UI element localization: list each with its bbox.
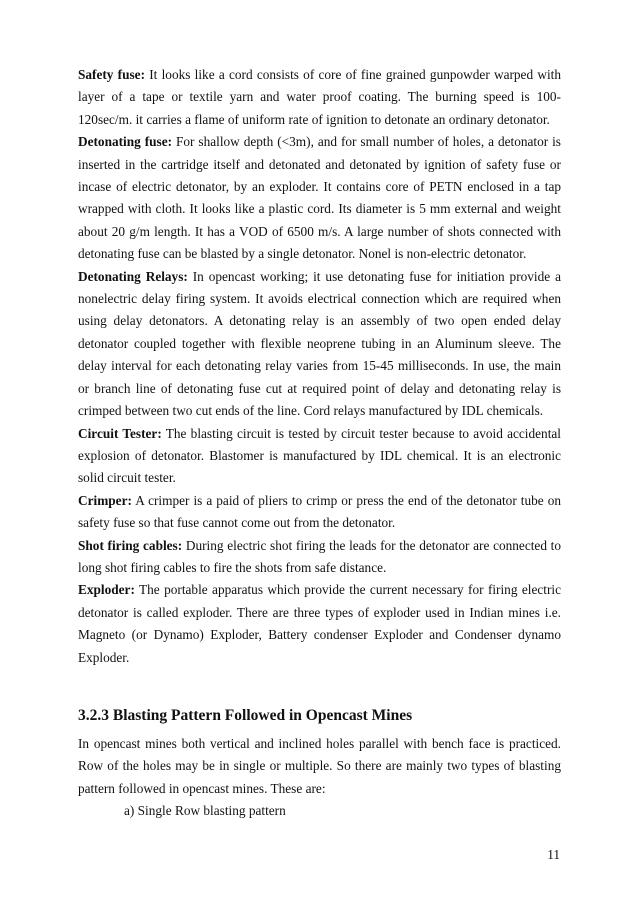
definition-crimper <box>78 490 561 535</box>
term-description: For shallow depth (<3m), and for small number of holes, a detonator is inserted in the cartridge itself and detonated and detonated by ignition of safety fuse or incase of electric detonator, by an exploder. It contains core of PETN enclosed in a tap wrapped with cloth. It looks like a plastic cord. Its diameter is 5 mm external and weight about 20 g/m length. It has a VOD of 6500 m/s. A large number of shots connected with detonating fuse can be blasted by a single detonator. Nonel is non-electric detonator. <box>78 134 561 262</box>
term-description: A crimper is a paid of pliers to crimp or press the end of the detonator tube on safety fuse so that fuse cannot come out from the detonator. <box>78 492 561 531</box>
term-label: Detonating fuse: <box>78 134 173 150</box>
definition-exploder <box>78 579 561 669</box>
definition-safety-fuse <box>78 64 561 131</box>
list-item: a) Single Row blasting pattern <box>124 803 286 819</box>
section-heading: 3.2.3 Blasting Pattern Followed in Opencast Mines <box>78 706 413 724</box>
term-label: Shot firing cables: <box>78 537 183 553</box>
term-description: The portable apparatus which provide the current necessary for firing electric detonator is called exploder. There are three types of exploder used in Indian mines i.e. Magneto (or Dynamo) Exploder, Battery condenser Exploder and Condenser dynamo Exploder. <box>78 582 561 665</box>
term-description: During electric shot firing the leads for the detonator are connected to long shot firing cables to fire the shots from safe distance. <box>78 537 562 575</box>
term-label: Safety fuse: <box>78 67 146 82</box>
term-description: The blasting circuit is tested by circuit tester because to avoid accidental explosion of detonator. Blastomer is manufactured by IDL chemical. It is an electronic solid circuit tester. <box>78 425 561 486</box>
definition-detonating-fuse <box>78 131 561 265</box>
document-page <box>78 64 561 823</box>
term-label: Detonating Relays: <box>78 268 188 284</box>
section-body: In opencast mines both vertical and inclined holes parallel with bench face is practiced. Row of the holes may be in single or multiple. So there are mainly two types of blasting pattern followed in opencast mines. These are: <box>78 735 561 796</box>
definition-shot-firing-cables <box>78 535 561 580</box>
term-label: Circuit Tester: <box>78 425 162 441</box>
definition-circuit-tester <box>78 423 561 490</box>
definition-detonating-relays <box>78 266 561 423</box>
page-number: 11 <box>547 847 560 862</box>
term-description: In opencast working; it use detonating fuse for initiation provide a nonelectric delay firing system. It avoids electrical connection which are required when using delay detonators. A detonating relay is an assembly of two open ended delay detonator coupled together with flexible neoprene tubing in an Aluminum sleeve. The delay interval for each detonating relay varies from 15-45 milliseconds. In use, the main or branch line of detonating fuse cut at required point of delay and detonating relay is crimped between two cut ends of the line. Cord relays manufactured by IDL chemicals. <box>78 268 561 419</box>
term-label: Crimper: <box>78 492 132 508</box>
term-label: Exploder: <box>78 582 135 598</box>
term-description: It looks like a cord consists of core of fine grained gunpowder warped with layer of a tape or textile yarn and water proof coating. The burning speed is 100-120sec/m. it carries a flame of uniform rate of ignition to detonate an ordinary detonator. <box>78 67 561 127</box>
